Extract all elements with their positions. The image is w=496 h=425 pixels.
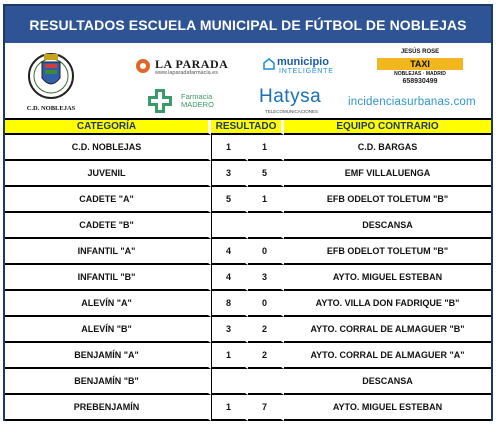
taxi-owner: JESÚS ROSE <box>400 49 440 55</box>
category-cell: CADETE "B" <box>5 213 211 239</box>
incidencias-urbanas-logo: incidenciasurbanas.com <box>348 96 476 108</box>
hatysa-name: Hatysa <box>259 86 322 107</box>
crest-label: C.D. NOBLEJAS <box>26 105 76 112</box>
table-row <box>5 317 491 343</box>
table-row <box>5 161 491 187</box>
home-score-cell: 1 <box>211 343 248 369</box>
home-score-cell: 3 <box>211 161 248 187</box>
la-parada-icon <box>135 58 151 74</box>
home-score-cell: 1 <box>211 135 248 161</box>
opponent-cell: AYTO. MIGUEL ESTEBAN <box>284 395 491 421</box>
home-score-cell: 1 <box>211 395 248 421</box>
opponent-cell: AYTO. VILLA DON FADRIQUE "B" <box>284 291 491 317</box>
away-score-cell: 3 <box>248 265 284 291</box>
away-score-cell: 2 <box>248 343 284 369</box>
taxi-towns: NOBLEJAS · MADRID <box>394 71 446 77</box>
away-score-cell: 2 <box>248 317 284 343</box>
municipio-icon <box>263 58 275 70</box>
farmacia-line1: Farmacia <box>181 92 213 101</box>
sheet-title: RESULTADOS ESCUELA MUNICIPAL DE FÚTBOL DE NOBLEJAS <box>5 6 491 43</box>
category-cell: INFANTIL "B" <box>5 265 211 291</box>
home-score-cell: 8 <box>211 291 248 317</box>
home-score-cell <box>211 213 248 239</box>
category-cell: CADETE "A" <box>5 187 211 213</box>
municipio-name: municipio <box>277 56 329 68</box>
crest-icon <box>15 46 87 106</box>
category-cell: ALEVÍN "B" <box>5 317 211 343</box>
home-score-cell: 4 <box>211 265 248 291</box>
away-score-cell: 0 <box>248 239 284 265</box>
table-row <box>5 291 491 317</box>
table-row <box>5 265 491 291</box>
away-score-cell: 7 <box>248 395 284 421</box>
sponsor-logos <box>5 43 491 120</box>
la-parada-name: LA PARADA <box>155 57 229 71</box>
table-row <box>5 395 491 421</box>
municipio-sub: INTELIGENTE <box>279 68 334 75</box>
municipio-inteligente-logo <box>263 56 347 78</box>
category-cell: INFANTIL "A" <box>5 239 211 265</box>
category-cell: C.D. NOBLEJAS <box>5 135 211 161</box>
opponent-cell: DESCANSA <box>284 213 491 239</box>
header-category: CATEGORÍA <box>5 120 211 135</box>
opponent-cell: AYTO. CORRAL DE ALMAGUER "B" <box>284 317 491 343</box>
category-cell: JUVENIL <box>5 161 211 187</box>
away-score-cell: 1 <box>248 135 284 161</box>
taxi-word: TAXI <box>410 59 430 69</box>
away-score-cell: 1 <box>248 187 284 213</box>
table-header-row <box>5 120 491 135</box>
hatysa-sub: TELECOMUNICACIONES <box>265 109 319 114</box>
home-score-cell <box>211 369 248 395</box>
table-row <box>5 369 491 395</box>
pharmacy-cross-icon <box>145 88 175 114</box>
table-row <box>5 343 491 369</box>
opponent-cell: EMF VILLALUENGA <box>284 161 491 187</box>
away-score-cell <box>248 213 284 239</box>
results-sheet <box>3 4 493 421</box>
table-row <box>5 187 491 213</box>
header-opponent: EQUIPO CONTRARIO <box>284 120 491 135</box>
la-parada-url: www.laparadafarmacia.es <box>155 70 218 76</box>
category-cell: BENJAMÍN "B" <box>5 369 211 395</box>
table-row <box>5 213 491 239</box>
category-cell: BENJAMÍN "A" <box>5 343 211 369</box>
category-cell: PREBENJAMÍN <box>5 395 211 421</box>
away-score-cell: 5 <box>248 161 284 187</box>
table-row <box>5 239 491 265</box>
home-score-cell: 3 <box>211 317 248 343</box>
opponent-cell: DESCANSA <box>284 369 491 395</box>
home-score-cell: 5 <box>211 187 248 213</box>
header-result: RESULTADO <box>211 120 284 135</box>
away-score-cell <box>248 369 284 395</box>
category-cell: ALEVÍN "A" <box>5 291 211 317</box>
away-score-cell: 0 <box>248 291 284 317</box>
results-table <box>5 120 491 421</box>
cd-noblejas-crest <box>15 46 87 118</box>
farmacia-line2: MADERO <box>181 100 214 109</box>
la-parada-logo <box>135 57 245 79</box>
opponent-cell: AYTO. MIGUEL ESTEBAN <box>284 265 491 291</box>
opponent-cell: AYTO. CORRAL DE ALMAGUER "A" <box>284 343 491 369</box>
hatysa-logo <box>257 86 337 116</box>
opponent-cell: EFB ODELOT TOLETUM "B" <box>284 187 491 213</box>
farmacia-madero-logo <box>145 87 245 115</box>
table-row <box>5 135 491 161</box>
taxi-logo <box>377 49 463 89</box>
opponent-cell: C.D. BARGAS <box>284 135 491 161</box>
opponent-cell: EFB ODELOT TOLETUM "B" <box>284 239 491 265</box>
taxi-phone: 658930499 <box>402 78 438 85</box>
home-score-cell: 4 <box>211 239 248 265</box>
